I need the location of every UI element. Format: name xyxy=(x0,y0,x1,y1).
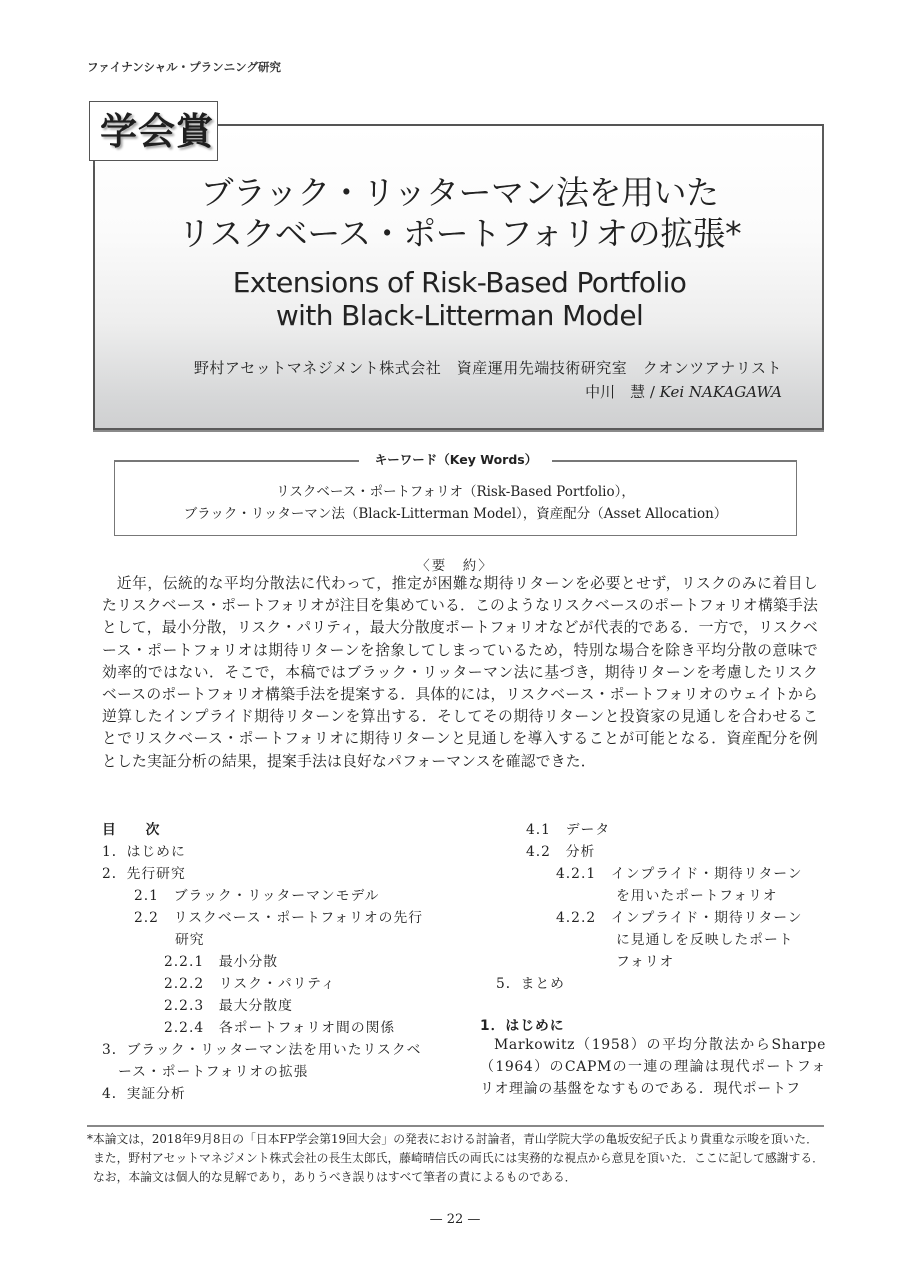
running-head: ファイナンシャル・プランニング研究 xyxy=(87,60,281,74)
footnote-rule xyxy=(87,1125,824,1127)
keywords-line1: リスクベース・ポートフォリオ（Risk-Based Portfolio）， xyxy=(276,484,635,500)
toc-item: 3．ブラック・リッターマン法を用いたリスクベ xyxy=(102,1042,422,1058)
toc-item: 2.2.1 最小分散 xyxy=(164,954,279,970)
toc-item: 2.1 ブラック・リッターマンモデル xyxy=(134,888,380,904)
toc-item: に見通しを反映したポート xyxy=(616,932,794,948)
keywords-label: キーワード（Key Words） xyxy=(362,450,550,468)
author-affiliation: 野村アセットマネジメント株式会社 資産運用先端技術研究室 クオンツアナリスト xyxy=(193,359,782,377)
toc-item: 2.2.3 最大分散度 xyxy=(164,998,293,1014)
footnote: *本論文は，2018年9月8日の「日本FP学会第19回大会」の発表における討論者，青山学院大学の亀坂安紀子氏より貴重な示唆を頂いた．また，野村アセットマネジメント株式会社の長生太郎氏，藤崎晴信氏の両氏には実務的な視点から意見を頂いた．ここに記して感謝する．なお，本論文は個人的な見解であり，ありうべき誤りはすべて筆者の責によるものである． xyxy=(87,1132,824,1184)
toc-item: 4.2 分析 xyxy=(526,844,596,860)
author-name-jp: 中川 慧 / xyxy=(585,383,660,401)
abstract-body: 近年，伝統的な平均分散法に代わって，推定が困難な期待リターンを必要とせず，リスクのみに着目したリスクベース・ポートフォリオが注目を集めている．このようなリスクベースのポートフォリオ構築手法として，最小分散，リスク・パリティ，最大分散度ポートフォリオなどが代表的である．一方で，リスクベース・ポートフォリオは期待リターンを捨象してしまっているため，特別な場合を除き平均分散の意味で効率的ではない．そこで，本稿ではブラック・リッターマン法に基づき，期待リターンを考慮したリスクベースのポートフォリオ構築手法を提案する．具体的には，リスクベース・ポートフォリオのウェイトから逆算したインプライド期待リターンを算出する．そしてその期待リターンと投資家の見通しを合わせることでリスクベース・ポートフォリオに期待リターンと見通しを導入することが可能となる．資産配分を例とした実証分析の結果，提案手法は良好なパフォーマンスを確認できた． xyxy=(102,575,818,770)
toc-item: 2.2 リスクベース・ポートフォリオの先行 xyxy=(134,910,424,926)
toc-item: 4.2.1 インプライド・期待リターン xyxy=(556,866,803,882)
toc-item: 研究 xyxy=(175,932,205,948)
section-body: Markowitz（1958）の平均分散法からSharpe（1964）のCAPMの一連の理論は現代ポートフォリオ理論の基盤をなすものである．現代ポートフ xyxy=(480,1037,826,1097)
author-name-en: Kei NAKAGAWA xyxy=(659,383,782,401)
keywords-box-top-right-rule xyxy=(552,460,797,462)
page-number: — 22 — xyxy=(429,1212,481,1227)
toc-heading: 目 次 xyxy=(102,822,168,838)
toc-item: 4.1 データ xyxy=(526,822,611,838)
section-heading: 1．はじめに xyxy=(480,1018,565,1034)
toc-item: 5．まとめ xyxy=(496,976,565,992)
title-jp-line2: リスクベース・ポートフォリオの拡張* xyxy=(177,214,742,253)
title-jp-line1: ブラック・リッターマン法を用いた xyxy=(200,173,719,212)
toc-item: 2.2.4 各ポートフォリオ間の関係 xyxy=(164,1020,396,1036)
title-en-line1: Extensions of Risk-Based Portfolio xyxy=(232,266,687,299)
toc-item: ース・ポートフォリオの拡張 xyxy=(118,1064,309,1080)
toc-item: 1．はじめに xyxy=(102,844,186,860)
toc-item: 4.2.2 インプライド・期待リターン xyxy=(556,910,803,926)
author-name xyxy=(585,381,782,402)
toc-item: 2．先行研究 xyxy=(102,866,186,882)
keywords-box-top-left-rule xyxy=(114,460,359,462)
toc-item: を用いたポートフォリオ xyxy=(616,888,778,904)
title-en-line2: with Black-Litterman Model xyxy=(275,299,644,332)
toc-item: 2.2.2 リスク・パリティ xyxy=(164,976,336,992)
toc-item: フォリオ xyxy=(616,954,675,970)
toc-item: 4．実証分析 xyxy=(102,1086,186,1102)
abstract-heading: 〈要 約〉 xyxy=(416,558,494,574)
award-badge: 学会賞 xyxy=(100,110,214,153)
title-box-left-border xyxy=(93,166,95,430)
keywords-line2: ブラック・リッターマン法（Black-Litterman Model），資産配分（Asset Allocation） xyxy=(183,506,728,522)
